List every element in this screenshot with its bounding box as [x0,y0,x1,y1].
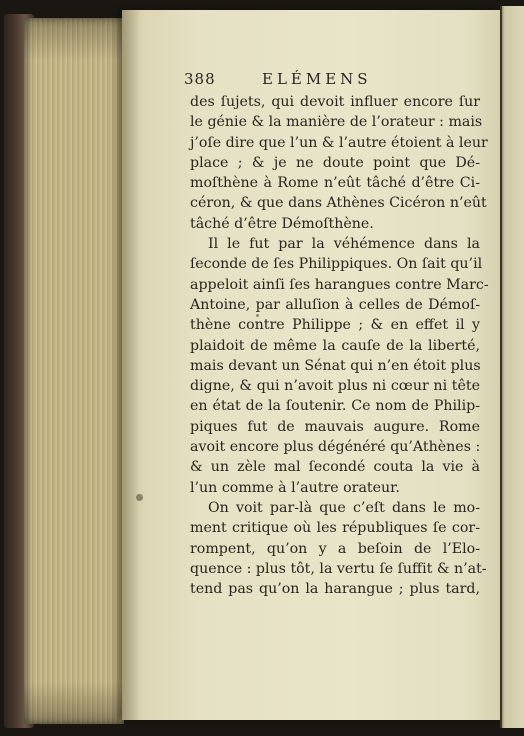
text-line: mais devant un Sénat qui n’en étoit plus [190,357,481,374]
facing-page-gutter [500,6,502,728]
text-line: Antoine, par alluſion à celles de Démoſ- [190,296,480,313]
text-line: quence : plus tôt, la vertu ſe ſuffit & n’at- [190,560,487,577]
text-line: j’oſe dire que l’un & l’autre étoient à leur [190,134,488,151]
text-line: Il le fut par la véhémence dans la [208,236,480,253]
text-line: en état de la ſoutenir. Ce nom de Philip- [190,398,480,415]
text-line: ment critique où les républiques ſe cor- [190,520,480,537]
page-text [184,68,489,599]
text-line: piques fut de mauvais augure. Rome [190,418,480,435]
foxing-spot [136,494,143,501]
text-line: thène contre Philippe ; & en effet il y [190,317,480,334]
facing-page [500,6,524,728]
text-line: avoit encore plus dégénéré qu’Athènes : [190,439,481,456]
text-line: moſthène à Rome n’eût tâché d’être Ci- [190,175,480,192]
text-line: des ſujets, qui devoit influer encore ſur [190,94,480,110]
text-line: tâché d’être Démoſthène. [190,215,374,232]
text-line: On voit par-là que c’eſt dans le mo- [208,499,480,516]
gutter-shadow [122,10,140,720]
text-line: rompent, qu’on y a beſoin de l’Elo- [190,540,480,557]
text-line: digne, & qui n’avoit plus ni cœur ni tête [190,378,480,395]
text-line: le génie & la manière de l’orateur : mais [190,114,483,131]
text-line: ſeconde de ſes Philippiques. On ſait qu’il [190,256,483,273]
text-line: appeloit ainſi ſes harangues contre Marc- [190,276,489,293]
text-line: céron, & que dans Athènes Cicéron n’eût [190,195,487,212]
page-number: 388 [184,70,216,88]
text-line: tend pas qu’on la harangue ; plus tard, [190,581,480,598]
running-head: ELÉMENS [262,70,372,88]
page-block-shade [24,18,124,724]
page-header [184,68,480,92]
text-line: plaidoit de même la cauſe de la liberté, [190,337,480,354]
text-line: place ; & je ne doute point que Dé- [190,154,480,171]
text-line: l’un comme à l’autre orateur. [190,479,400,496]
text-line: & un zèle mal ſecondé couta la vie à [190,459,480,476]
